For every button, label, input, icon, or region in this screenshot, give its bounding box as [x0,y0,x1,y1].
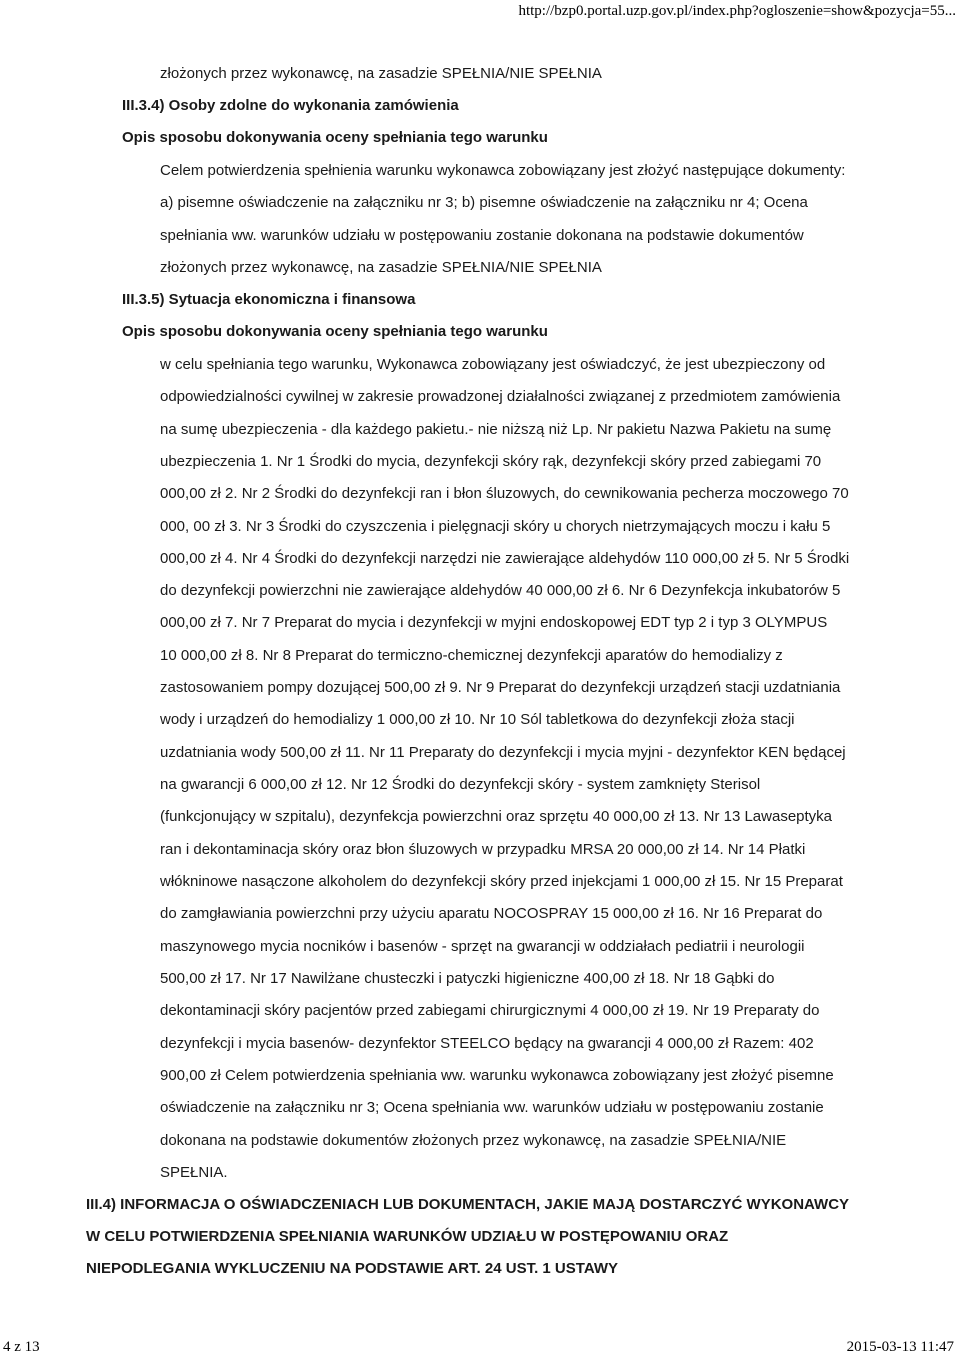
print-timestamp: 2015-03-13 11:47 [846,1339,954,1355]
text-line: wody i urządzeń do hemodializy 1 000,00 zł 10. Nr 10 Sól tabletkowa do dezynfekcji złoża stacji [160,711,795,728]
text-line: odpowiedzialności cywilnej w zakresie prowadzonej działalności związanej z przedmiotem zamówienia [160,388,841,405]
section-heading: III.4) INFORMACJA O OŚWIADCZENIACH LUB DOKUMENTACH, JAKIE MAJĄ DOSTARCZYĆ WYKONAWCY [86,1196,850,1213]
text-line: dezynfekcji i mycia basenów- dezynfektor STEELCO będący na gwarancji 4 000,00 zł Razem: 402 [160,1035,814,1052]
text-line: zastosowaniem pompy dozującej 500,00 zł 9. Nr 9 Preparat do dezynfekcji urządzeń stacji uzdatniania [160,679,841,696]
text-line: ran i dekontaminacja skóry oraz błon śluzowych w przypadku MRSA 20 000,00 zł 14. Nr 14 Płatki [160,841,806,858]
text-line: 900,00 zł Celem potwierdzenia spełniania ww. warunku wykonawca zobowiązany jest złożyć pisemne [160,1067,834,1084]
text-line: do zamgławiania powierzchni przy użyciu aparatu NOCOSPRAY 15 000,00 zł 16. Nr 16 Preparat do [160,905,823,922]
text-line: złożonych przez wykonawcę, na zasadzie SPEŁNIA/NIE SPEŁNIA [160,65,602,82]
text-line: SPEŁNIA. [160,1164,228,1181]
text-line: dokonana na podstawie dokumentów złożonych przez wykonawcę, na zasadzie SPEŁNIA/NIE [160,1132,787,1149]
text-line: spełniania ww. warunków udziału w postępowaniu zostanie dokonana na podstawie dokumentów [160,227,804,244]
text-line: a) pisemne oświadczenie na załączniku nr 3; b) pisemne oświadczenie na załączniku nr 4; Ocena [160,194,808,211]
text-line: 000,00 zł 4. Nr 4 Środki do dezynfekcji narzędzi nie zawierające aldehydów 110 000,00 zł 5. Nr 5 Środki [160,550,850,567]
text-line: (funkcjonujący w szpitalu), dezynfekcja powierzchni oraz sprzętu 40 000,00 zł 13. Nr 13 Lawaseptyka [160,808,833,825]
text-line: na gwarancji 6 000,00 zł 12. Nr 12 Środki do dezynfekcji skóry - system zamknięty Sterisol [160,776,761,793]
text-line: włókninowe nasączone alkoholem do dezynfekcji skóry przed injekcjami 1 000,00 zł 15. Nr 15 Preparat [160,873,843,890]
text-line: na sumę ubezpieczenia - dla każdego pakietu.- nie niższą niż Lp. Nr pakietu Nazwa Pakietu na sumę [160,421,832,438]
text-line: ubezpieczenia 1. Nr 1 Środki do mycia, dezynfekcji skóry rąk, dezynfekcji skóry przed zabiegami 70 [160,453,822,470]
page-url: http://bzp0.portal.uzp.gov.pl/index.php?ogloszenie=show&pozycja=55... [518,3,956,19]
text-line: 500,00 zł 17. Nr 17 Nawilżane chusteczki i patyczki higieniczne 400,00 zł 18. Nr 18 Gąbki do [160,970,775,987]
text-line: 000, 00 zł 3. Nr 3 Środki do czyszczenia i pielęgnacji skóry u chorych nietrzymających moczu i kału 5 [160,518,831,535]
section-heading: W CELU POTWIERDZENIA SPEŁNIANIA WARUNKÓW UDZIAŁU W POSTĘPOWANIU ORAZ [86,1228,729,1245]
text-line: do dezynfekcji powierzchni nie zawierające aldehydów 40 000,00 zł 6. Nr 6 Dezynfekcja inkubatorów 5 [160,582,841,599]
section-heading: NIEPODLEGANIA WYKLUCZENIU NA PODSTAWIE ART. 24 UST. 1 USTAWY [86,1260,618,1277]
text-line: uzdatniania wody 500,00 zł 11. Nr 11 Preparaty do dezynfekcji i mycia myjni - dezynfektor KEN będącej [160,744,846,761]
section-heading: III.3.4) Osoby zdolne do wykonania zamówienia [122,97,459,114]
text-line: 000,00 zł 7. Nr 7 Preparat do mycia i dezynfekcji w myjni endoskopowej EDT typ 2 i typ 3 OLYMPUS [160,614,828,631]
text-line: 000,00 zł 2. Nr 2 Środki do dezynfekcji ran i błon śluzowych, do cewnikowania pecherza moczowego 70 [160,485,849,502]
subsection-heading: Opis sposobu dokonywania oceny spełniania tego warunku [122,323,548,340]
section-heading: III.3.5) Sytuacja ekonomiczna i finansowa [122,291,416,308]
subsection-heading: Opis sposobu dokonywania oceny spełniania tego warunku [122,129,548,146]
text-line: złożonych przez wykonawcę, na zasadzie SPEŁNIA/NIE SPEŁNIA [160,259,602,276]
text-line: dekontaminacji skóry pacjentów przed zabiegami chirurgicznymi 4 000,00 zł 19. Nr 19 Preparaty do [160,1002,820,1019]
page-number: 4 z 13 [3,1339,40,1355]
text-line: 10 000,00 zł 8. Nr 8 Preparat do termiczno-chemicznej dezynfekcji aparatów do hemodializy z [160,647,783,664]
text-line: w celu spełniania tego warunku, Wykonawca zobowiązany jest oświadczyć, że jest ubezpieczony od [160,356,826,373]
text-line: maszynowego mycia nocników i basenów - sprzęt na gwarancji w oddziałach pediatrii i neurologii [160,938,805,955]
text-line: Celem potwierdzenia spełnienia warunku wykonawca zobowiązany jest złożyć następujące dokumenty: [160,162,846,179]
text-line: oświadczenie na załączniku nr 3; Ocena spełniania ww. warunków udziału w postępowaniu zostanie [160,1099,824,1116]
